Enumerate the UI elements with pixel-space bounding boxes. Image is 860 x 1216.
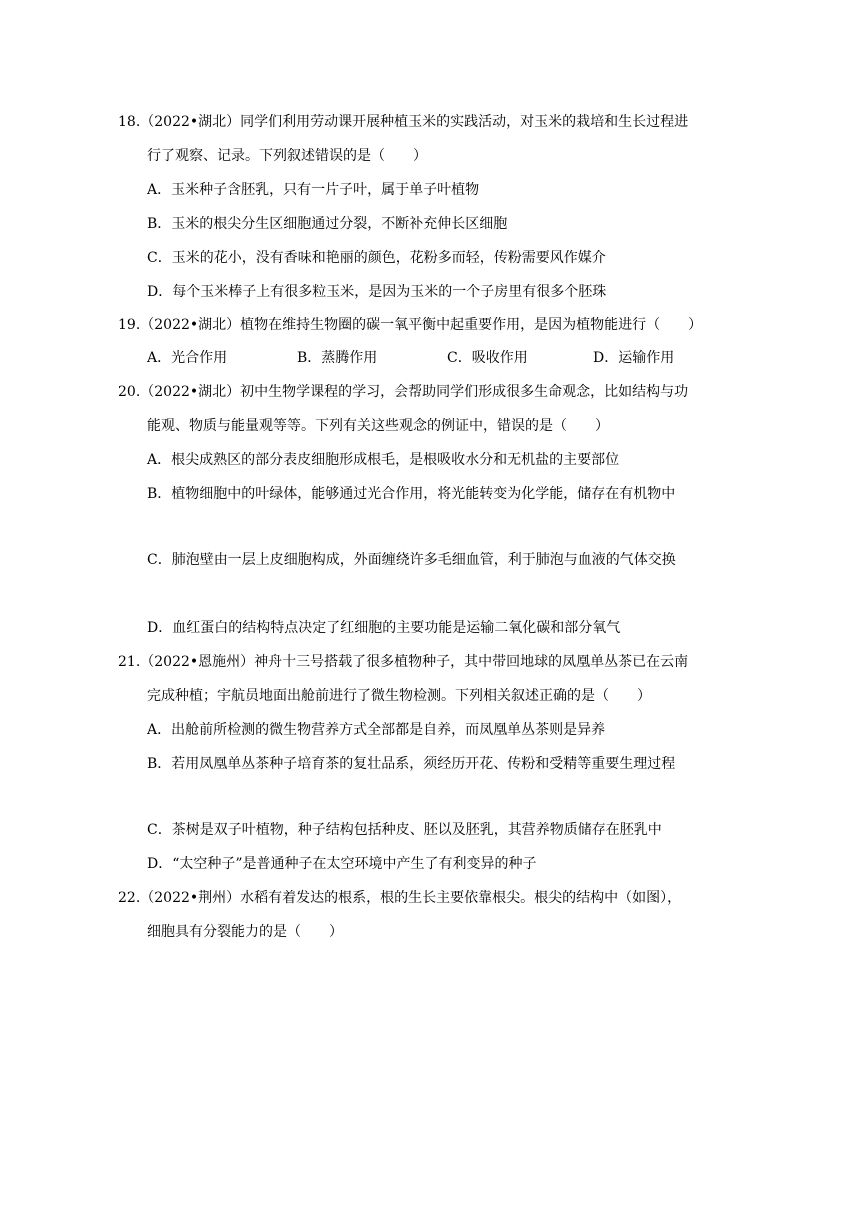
question-18-line-1	[118, 112, 688, 132]
question-19-option-d: D．运输作用	[593, 350, 675, 366]
question-22-line-2: 细胞具有分裂能力的是（ ）	[147, 924, 343, 940]
question-19-option-a: A．光合作用	[147, 350, 228, 366]
question-19-stem: 植物在维持生物圈的碳一氧平衡中起重要作用，是因为植物能进行（ ）	[240, 317, 703, 333]
question-18-option-d: D．每个玉米棒子上有很多粒玉米，是因为玉米的一个子房里有很多个胚珠	[147, 284, 607, 300]
question-20-option-d: D．血红蛋白的结构特点决定了红细胞的主要功能是运输二氧化碳和部分氧气	[147, 620, 621, 636]
question-20-number: 20.	[118, 384, 141, 400]
question-18-line-2: 行了观察、记录。下列叙述错误的是（ ）	[147, 148, 427, 164]
question-20-stem: 初中生物学课程的学习，会帮助同学们形成很多生命观念，比如结构与功	[240, 384, 689, 400]
question-18-option-b: B．玉米的根尖分生区细胞通过分裂，不断补充伸长区细胞	[147, 216, 508, 232]
question-22-line-1	[118, 888, 681, 908]
question-19-number: 19.	[118, 317, 141, 333]
question-20-option-c: C．肺泡壁由一层上皮细胞构成，外面缠绕许多毛细血管，利于肺泡与血液的气体交换	[147, 552, 676, 568]
question-18-number: 18.	[118, 114, 141, 130]
question-22-stem: 水稻有着发达的根系，根的生长主要依靠根尖。根尖的结构中（如图），	[240, 890, 682, 906]
question-19-option-c: C．吸收作用	[447, 350, 528, 366]
question-21-line-1	[118, 652, 688, 672]
question-21-option-b: B．若用凤凰单丛茶种子培育茶的复壮品系，须经历开花、传粉和受精等重要生理过程	[147, 756, 676, 772]
question-21-line-2: 完成种植；宇航员地面出舱前进行了微生物检测。下列相关叙述正确的是（ ）	[147, 688, 651, 704]
question-22-source: （2022•荆州）	[140, 890, 241, 906]
question-20-source: （2022•湖北）	[140, 384, 241, 400]
question-18-source: （2022•湖北）	[140, 114, 241, 130]
question-20-line-1	[118, 382, 688, 402]
question-19-line-1	[118, 315, 702, 335]
question-21-number: 21.	[118, 654, 141, 670]
question-21-option-c: C．茶树是双子叶植物，种子结构包括种皮、胚以及胚乳，其营养物质储存在胚乳中	[147, 822, 662, 838]
question-19-option-b: B．蒸腾作用	[297, 350, 378, 366]
question-20-option-b: B．植物细胞中的叶绿体，能够通过光合作用，将光能转变为化学能，储存在有机物中	[147, 486, 676, 502]
question-21-stem: 神舟十三号搭载了很多植物种子，其中带回地球的凤凰单丛茶已在云南	[254, 654, 689, 670]
question-20-line-2: 能观、物质与能量观等等。下列有关这些观念的例证中，错误的是（ ）	[147, 418, 609, 434]
question-21-option-d: D．“太空种子”是普通种子在太空环境中产生了有利变异的种子	[147, 856, 537, 872]
question-18-stem: 同学们利用劳动课开展种植玉米的实践活动，对玉米的栽培和生长过程进	[240, 114, 689, 130]
question-21-source: （2022•恩施州）	[140, 654, 255, 670]
question-21-option-a: A．出舱前所检测的微生物营养方式全部都是自养，而凤凰单丛茶则是异养	[147, 722, 606, 738]
question-18-option-a: A．玉米种子含胚乳，只有一片子叶，属于单子叶植物	[147, 182, 480, 198]
question-22-number: 22.	[118, 890, 141, 906]
question-18-option-c: C．玉米的花小，没有香味和艳丽的颜色，花粉多而轻，传粉需要风作媒介	[147, 250, 606, 266]
question-20-option-a: A．根尖成熟区的部分表皮细胞形成根毛，是根吸收水分和无机盐的主要部位	[147, 452, 620, 468]
question-19-source: （2022•湖北）	[140, 317, 241, 333]
